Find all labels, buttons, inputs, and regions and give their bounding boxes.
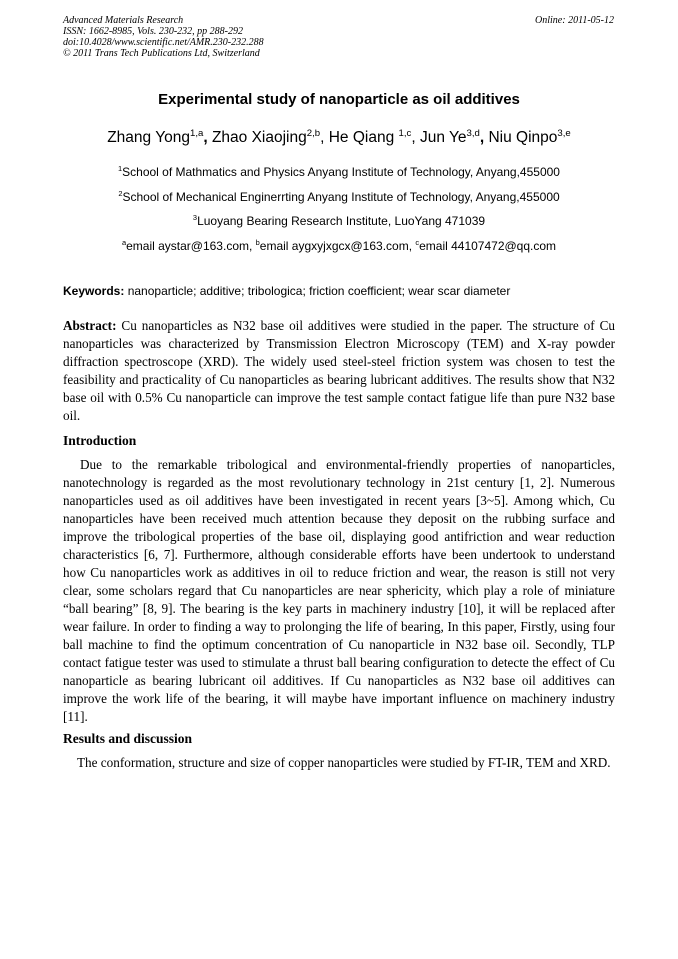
author-list: Zhang Yong$^{1,a}$, Zhao Xiaojing$^{2,b}$, He Qiang $^{1,c}$, Jun Ye$^{3,d}$, Niu Qinpo$^{3,e}$ — [107, 127, 571, 146]
section-heading-introduction: Introduction — [63, 433, 137, 448]
abstract-label: Abstract: — [63, 318, 117, 333]
keywords-text: nanoparticle; additive; tribologica; friction coefficient; wear scar diameter — [124, 284, 511, 298]
author-affiliation-mark: 2,b — [306, 127, 321, 139]
author-affiliation-mark: 1,c — [398, 127, 412, 139]
author-name: Zhang Yong — [107, 129, 190, 146]
author-affiliation-mark: 3,d — [466, 127, 480, 139]
author-name: Zhao Xiaojing — [211, 129, 307, 146]
author-name: He Qiang — [328, 129, 399, 146]
affiliation-3: $^3$Luoyang Bearing Research Institute, LuoYang 471039 — [192, 213, 486, 228]
email-link[interactable]: email aystar@163.com, — [126, 239, 256, 253]
journal-info — [63, 15, 264, 59]
affiliation-2: $^2$School of Mechanical Enginerrting Anyang Institute of Technology, Anyang,455000 — [118, 189, 560, 204]
author-affiliation-mark: 1,a — [189, 127, 204, 139]
abstract-text: Cu nanoparticles as N32 base oil additives were studied in the paper. The structure of Cu nanoparticles was characterized by Transmission Electron Microscopy (TEM) and X-ray powder diffraction spectroscope (XRD). The widely used steel-steel friction system was chosen to test the feasibility and practicality of Cu nanoparticles as bearing lubricant additives. The results show that N32 base oil with 0.5% Cu nanoparticle can improve the test sample contact fatigue life than pure N32 base oil. — [63, 318, 615, 423]
abstract — [63, 317, 615, 425]
section-heading-results: Results and discussion — [63, 731, 193, 746]
keywords-label: Keywords: — [63, 284, 125, 298]
paper-title: Experimental study of nanoparticle as oil additives — [158, 91, 520, 108]
introduction-paragraph: Due to the remarkable tribological and environmental-friendly properties of nanoparticles, nanotechnology is regarded as the most revolutionary technology in 21st century [1, 2]. Numerous nanoparticles used as oil additives have been investigated in recent years [3~5]. Among which, Cu nanoparticles have been received much attention because they deposit on the rubbing surface and improve the tribological properties of the base oil, displaying good antifriction and wear reduction characteristics [6, 7]. Furthermore, although considerable efforts have been undertook to understand how Cu nanoparticles work as additives in oil to reduce friction and wear, the reason is still not very clear, some scholars regard that Cu nanoparticles are near sphericity, which play a role of miniature “ball bearing” [8, 9]. The bearing is the key parts in machinery industry [10], it will be replaced after wear failure. In order to finding a way to prolonging the life of bearing, In this paper, Firstly, using four ball machine to find the optimum concentration of Cu nanoparticle in N32 base oil. Secondly, TLP contact fatigue tester was used to stimulate a thrust ball bearing configuration to detecte the effect of Cu nanoparticle as bearing lubricant oil additives. If Cu nanoparticles as N32 base oil additives can improve the work life of the bearing, it will maybe have important influence on machinery industry [11]. — [63, 457, 615, 724]
author-affiliation-mark: 3,e — [557, 127, 571, 139]
author-emails: $^a$email aystar@163.com, $^b$email aygxyjxgcx@163.com, $^c$email 44107472@qq.com — [121, 238, 557, 253]
email-link[interactable]: email aygxyjxgcx@163.com, — [259, 239, 416, 253]
online-date: Online: 2011-05-12 — [535, 15, 614, 26]
keywords — [63, 284, 510, 299]
author-name: Niu Qinpo — [488, 129, 558, 146]
author-name: Jun Ye — [419, 129, 467, 146]
journal-copyright: © 2011 Trans Tech Publications Ltd, Switzerland — [63, 48, 260, 59]
email-link[interactable]: email 44107472@qq.com — [419, 239, 557, 253]
results-paragraph: The conformation, structure and size of copper nanoparticles were studied by FT-IR, TEM and XRD. — [77, 755, 611, 770]
journal-name: Advanced Materials Research — [63, 15, 184, 26]
journal-doi: doi:10.4028/www.scientific.net/AMR.230-232.288 — [63, 37, 264, 48]
journal-issn: ISSN: 1662-8985, Vols. 230-232, pp 288-292 — [63, 26, 243, 37]
affiliation-1: $^1$School of Mathmatics and Physics Anyang Institute of Technology, Anyang,455000 — [118, 164, 560, 179]
